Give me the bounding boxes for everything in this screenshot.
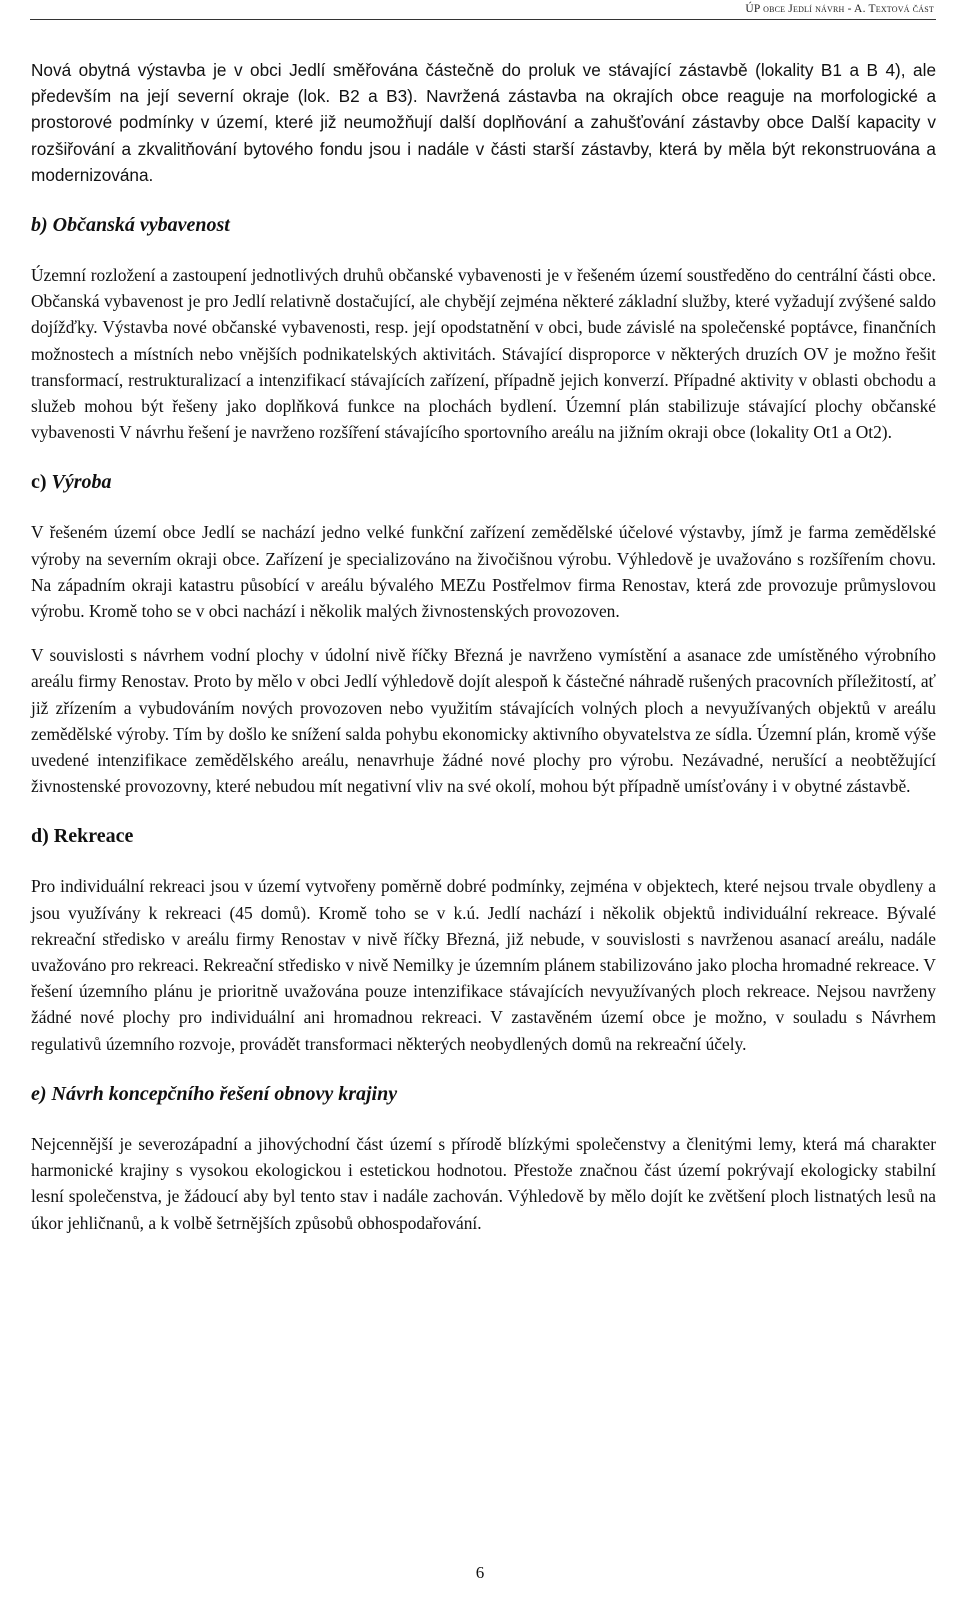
section-heading-c-word: Výroba (51, 471, 112, 494)
page-number: 6 (475, 1563, 485, 1582)
section-b-paragraph: Územní rozložení a zastoupení jednotlivých druhů občanské vybavenosti je v řešeném území soustředěno do centrální části obce. Občanská vybavenost je pro Jedlí relativně dostačující, ale chybějí zejména některé základní služby, které vyžadují zvýšené saldo dojížďky. Výstavba nové občanské vybavenosti, resp. její opodstatnění v obci, bude závislé na společenské poptávce, finančních možnostech a místních nebo vnějších podnikatelských aktivitách. Stávající disproporce v některých druzích OV je možno řešit transformací, restrukturalizací a intenzifikací stávajících zařízení, případně jejich konverzí. Případné aktivity v oblasti obchodu a služeb mohou být řešeny jako doplňková funkce na plochách bydlení. Územní plán stabilizuje stávající plochy občanské vybavenosti V návrhu řešení je navrženo rozšíření stávajícího sportovního areálu na jižním okraji obce (lokality Ot1 a Ot2). (31, 265, 936, 443)
intro-section (31, 57, 936, 188)
section-heading-d: d) Rekreace (31, 825, 134, 848)
section-heading-e: e) Návrh koncepčního řešení obnovy krajiny (31, 1082, 398, 1105)
section-heading-c-prefix: c) (31, 471, 52, 494)
intro-paragraph: Nová obytná výstavba je v obci Jedlí směřována částečně do proluk ve stávající zástavbě (lokality B1 a B 4), ale především na její severní okraje (lok. B2 a B3). Navržená zástavba na okrajích obce reaguje na morfologické a prostorové podmínky v území, které již neumožňují další doplňování a zahušťování zástavby obce Další kapacity v rozšiřování a zkvalitňování bytového fondu jsou i nadále v části starší zástavby, která by měla být rekonstruována a modernizována. (31, 60, 936, 185)
running-header: ÚP obce Jedlí návrh - A. Textová část (745, 3, 934, 15)
section-c-paragraph-2: V souvislosti s návrhem vodní plochy v údolní nivě říčky Březná je navrženo vymístění a asanace zde umístěného výrobního areálu firmy Renostav. Proto by mělo v obci Jedlí výhledově dojít alespoň k částečné náhradě rušených pracovních příležitostí, ať již zřízením a vybudováním nových provozoven nebo využitím stávajících volných ploch a nevyužívaných objektů v areálu zemědělské výroby. Tím by došlo ke snížení salda pohybu ekonomicky aktivního obyvatelstva ze sídla. Územní plán, kromě výše uvedené intenzifikace zemědělského areálu, nenavrhuje žádné nové plochy pro výrobu. Nezávadné, nerušící a neobtěžující živnostenské provozovny, které nebudou mít negativní vliv na své okolí, mohou být případně umísťovány i v obytné zástavbě. (31, 645, 936, 797)
section-heading-c (31, 469, 936, 495)
page-content (31, 57, 936, 1236)
section-e-paragraph: Nejcennější je severozápadní a jihovýchodní část území s přírodě blízkými společenstvy a členitými lemy, která má charakter harmonické krajiny s vysokou ekologickou i estetickou hodnotou. Přestože značnou část území pokrývají ekologicky stabilní lesní společenstva, je žádoucí aby byl tento stav i nadále zachován. Výhledově by mělo dojít ke zvětšení ploch listnatých lesů na úkor jehličnanů, a k volbě šetrnějších způsobů obhospodařování. (31, 1133, 936, 1233)
section-heading-b: b) Občanská vybavenost (31, 214, 230, 237)
section-c-paragraph-1: V řešeném území obce Jedlí se nachází jedno velké funkční zařízení zemědělské účelové výstavby, jímž je farma zemědělské výroby na severním okraji obce. Zařízení je specializováno na živočišnou výrobu. Výhledově je uvažováno s rozšířením chovu. Na západním okraji katastru působící v areálu bývalého MEZu Postřelmov firma Renostav, která zde provozuje průmyslovou výrobu. Kromě toho se v obci nachází i několik malých živnostenských provozoven. (31, 522, 936, 622)
section-d-paragraph: Pro individuální rekreaci jsou v území vytvořeny poměrně dobré podmínky, zejména v objektech, které nejsou trvale obydleny a jsou využívány k rekreaci (45 domů). Kromě toho se v k.ú. Jedlí nachází i několik objektů individuální rekreace. Bývalé rekreační středisko v areálu firmy Renostav v nivě říčky Březná, již nebude, v souvislosti s navrženou asanací areálu, nadále uvažováno pro rekreaci. Rekreační středisko v nivě Nemilky je územním plánem stabilizováno jako plocha hromadné rekreace. V řešení územního plánu je prioritně uvažována pouze intenzifikace stávajících nevyužívaných ploch rekreace. Nejsou navrženy žádné nové plochy pro individuální ani hromadnou rekreaci. V zastavěném území obce je možno, v souladu s Návrhem regulativů územního rozvoje, provádět transformaci některých neobydlených domů na rekreační účely. (31, 876, 936, 1054)
header-rule (30, 19, 936, 20)
